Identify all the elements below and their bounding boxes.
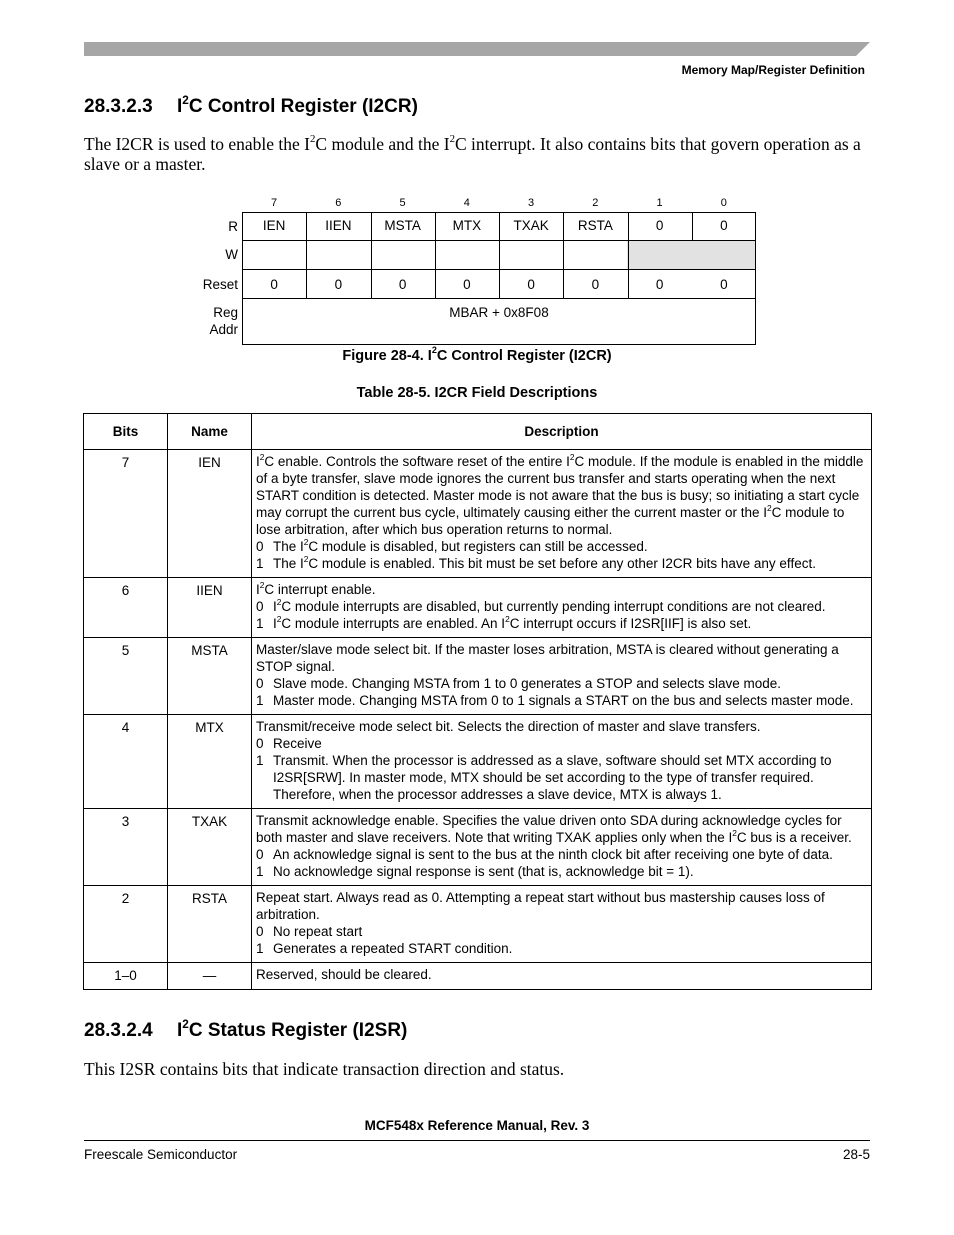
i2sr-paragraph: This I2SR contains bits that indicate transaction direction and status. [84,1059,565,1079]
cell-name: IEN [168,450,252,578]
cell-bits: 5 [84,638,168,715]
cell-description: Repeat start. Always read as 0. Attempting a repeat start without bus mastership causes loss of arbitration. 0 No repeat start 1 Generates a repeated START condition. [252,886,872,963]
cell-bits: 7 [84,450,168,578]
table-row [84,638,872,715]
reset-value: 0 [655,277,664,292]
cell-description: $I^2C$ interrupt enable. 0 $I^2C$ module interrupts are disabled, but currently pending interrupt conditions are not cleared. 1 $I^2C$ module interrupts are enabled. An $I^2C$ interrupt occurs if I2SR[IIF] is also set. [252,578,872,638]
cell-name: MTX [168,715,252,809]
footer-rule [84,1140,870,1141]
option-line: 1 Generates a repeated START condition. [256,941,513,956]
header-description: Description [252,414,872,450]
bit-number: 7 [270,197,278,209]
option-line: 0 $I^2C$ module interrupts are disabled, but currently pending interrupt conditions are not cleared. [256,596,826,614]
option-line: 1 Transmit. When the processor is addressed as a slave, software should set MTX according to I2SR[SRW]. In master mode, MTX should be set according to the type of transfer required. Therefore, when the processor addresses a slave device, MTX is always 1. [256,753,832,802]
footer-company: Freescale Semiconductor [84,1147,238,1162]
table-row [84,578,872,638]
cell-bits: 6 [84,578,168,638]
cell-name: RSTA [168,886,252,963]
header-bits: Bits [84,414,168,450]
section-heading-i2sr: 28.3.2.4 $I^2C$ Status Register (I2SR) [84,1017,408,1041]
option-line: 0 No repeat start [256,924,363,939]
section-number: 28.3.2.3 [84,96,153,117]
read-field: IIEN [325,218,352,233]
reset-value: 0 [398,277,407,292]
option-line: 0 Receive [256,736,322,751]
read-field: MSTA [384,218,421,233]
option-line: 1 Master mode. Changing MSTA from 0 to 1 signals a START on the bus and selects master mode. [256,693,854,708]
reset-value: 0 [463,277,471,292]
table-header-row [84,414,872,450]
cell-description: Transmit acknowledge enable. Specifies the value driven onto SDA during acknowledge cycles for both master and slave receivers. Note that writing TXAK applies only when the $I^2C$ bus is a receiver. 0 An acknowledge signal is sent to the bus at the ninth clock bit after receiving one byte of data. 1 No acknowledge signal response is sent (that is, acknowledge bit = 1). [252,809,872,886]
table-row [84,809,872,886]
table-caption: Table 28-5. I2CR Field Descriptions [356,385,598,401]
cell-bits: 1–0 [84,963,168,990]
table-row [84,963,872,990]
field-descriptions-table [83,413,872,990]
read-field: TXAK [513,218,549,233]
row-label-reset: Reset [202,277,238,292]
row-label-r: R [228,219,238,234]
table-row [84,715,872,809]
reset-value: 0 [527,277,535,292]
option-line: 1 The $I^2C$ module is enabled. This bit must be set before any other I2CR bits have any effect. [256,553,816,571]
cell-name: — [168,963,252,990]
option-line: 1 No acknowledge signal response is sent (that is, acknowledge bit = 1). [256,864,694,879]
row-label-reg: Reg [213,305,238,320]
read-field: MTX [452,218,482,233]
cell-description: Transmit/receive mode select bit. Selects the direction of master and slave transfers. 0 Receive 1 Transmit. When the processor is addressed as a slave, software should set MTX according to I2SR[SRW]. In master mode, MTX should be set according to the type of transfer required. Therefore, when the processor addresses a slave device, MTX is always 1. [252,715,872,809]
header-bar [84,42,870,56]
cell-name: MSTA [168,638,252,715]
footer-page-number: 28-5 [842,1147,870,1162]
section-number: 28.3.2.4 [84,1020,153,1041]
footer-manual-title: MCF548x Reference Manual, Rev. 3 [364,1118,590,1133]
cell-description: Master/slave mode select bit. If the master loses arbitration, MSTA is cleared without generating a STOP signal. 0 Slave mode. Changing MSTA from 1 to 0 generates a STOP and selects slave mode. 1 Master mode. Changing MSTA from 0 to 1 signals a START on the bus and selects master mode. [252,638,872,715]
bit-number: 1 [656,197,663,209]
table-row [84,886,872,963]
bit-number: 5 [399,197,406,209]
cell-bits: 2 [84,886,168,963]
option-line: 0 Slave mode. Changing MSTA from 1 to 0 generates a STOP and selects slave mode. [256,676,782,691]
bit-number: 6 [335,197,342,209]
row-label-addr: Addr [209,322,238,337]
cell-description: $I^2C$ enable. Controls the software reset of the entire $I^2C$ module. If the module is enabled in the middle of a byte transfer, slave mode ignores the current bus transfer and starts operating when the next START condition is detected. Master mode is not aware that the bus is busy; so initiating a start cycle may corrupt the current bus cycle, ultimately causing either the current master or the $I^2C$ module to lose arbitration, after which bus operation returns to normal. 0 The $I^2C$ module is disabled, but registers can still be accessed. 1 The $I^2C$ module is enabled. This bit must be set before any other I2CR bits have any effect. [252,450,872,578]
section-heading-i2cr: 28.3.2.3 $I^2C$ Control Register (I2CR) [84,93,418,117]
cell-bits: 3 [84,809,168,886]
reset-value: 0 [591,277,600,292]
intro-paragraph: The I2CR is used to enable the $I^2C$ module and the $I^2C$ interrupt. It also contains bits that govern operation as a slave or a master. [84,133,861,174]
figure-caption: Figure 28-4. $I^2C$ Control Register (I2CR) [342,345,612,364]
cell-name: IIEN [168,578,252,638]
read-field: 0 [655,218,664,233]
option-line: 0 The $I^2C$ module is disabled, but registers can still be accessed. [256,536,648,554]
header-name: Name [168,414,252,450]
bit-number: 3 [527,197,535,209]
running-head: Memory Map/Register Definition [681,63,865,77]
cell-description: Reserved, should be cleared. [252,963,872,990]
option-line: 1 $I^2C$ module interrupts are enabled. An $I^2C$ interrupt occurs if I2SR[IIF] is also set. [256,613,752,631]
read-field: 0 [720,218,728,233]
read-field: RSTA [577,218,613,233]
table-row [84,450,872,578]
reset-value: 0 [720,277,728,292]
reset-value: 0 [334,277,343,292]
bit-number: 0 [720,197,727,209]
cell-bits: 4 [84,715,168,809]
bit-number: 4 [463,197,470,209]
read-field: IEN [262,218,286,233]
reset-value: 0 [270,277,278,292]
row-label-w: W [225,247,238,262]
cell-name: TXAK [168,809,252,886]
option-line: 0 An acknowledge signal is sent to the bus at the ninth clock bit after receiving one byte of data. [256,847,833,862]
register-address: MBAR + 0x8F08 [449,305,549,320]
bit-number: 2 [592,197,599,209]
